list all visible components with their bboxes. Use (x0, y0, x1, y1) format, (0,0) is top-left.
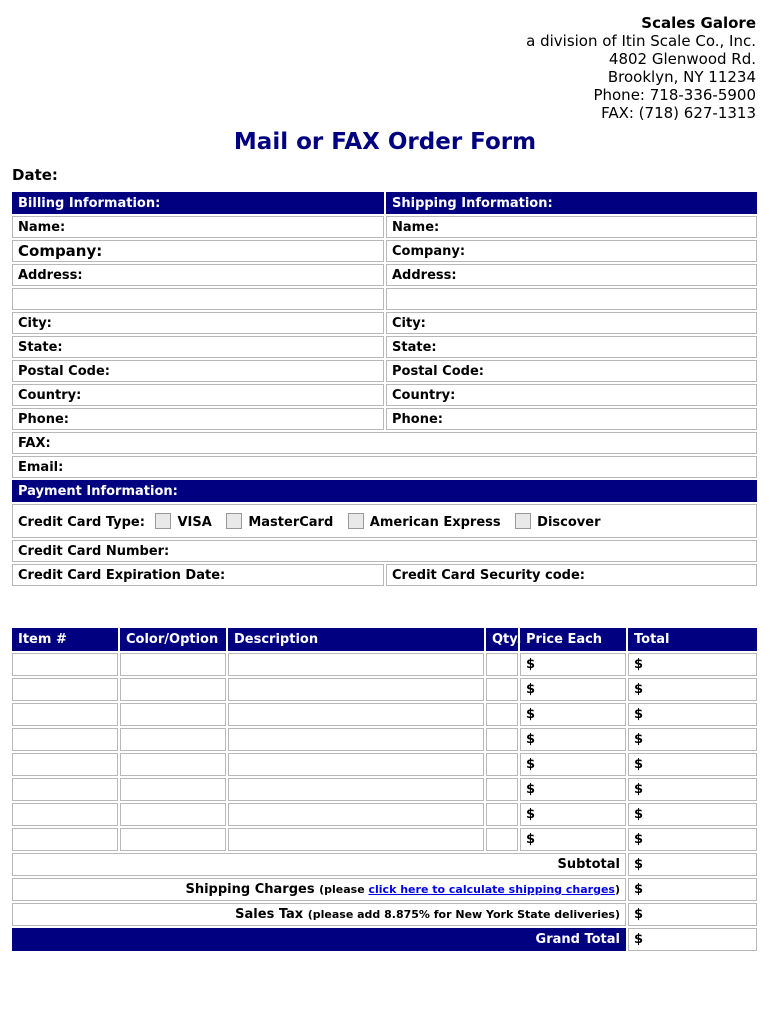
price-each-cell[interactable]: $ (520, 828, 626, 851)
sales-tax-value[interactable]: $ (628, 903, 757, 926)
card-number-field[interactable]: Credit Card Number: (12, 540, 757, 562)
company-city: Brooklyn, NY 11234 (607, 68, 756, 86)
shipping-name-field[interactable]: Name: (386, 216, 757, 238)
description-cell[interactable] (228, 753, 484, 776)
shipping-postal-field[interactable]: Postal Code: (386, 360, 757, 382)
billing-country-field[interactable]: Country: (12, 384, 384, 406)
mastercard-checkbox[interactable] (226, 513, 242, 529)
col-price-each: Price Each (520, 628, 626, 651)
sales-tax-note: (please add 8.875% for New York State deliveries) (307, 908, 620, 921)
price-each-cell[interactable]: $ (520, 803, 626, 826)
sales-tax-label (12, 903, 626, 926)
item-number-cell[interactable] (12, 678, 118, 701)
item-row (12, 828, 757, 851)
visa-label: VISA (177, 514, 212, 530)
calculate-shipping-link[interactable]: click here to calculate shipping charges (368, 883, 615, 896)
item-number-cell[interactable] (12, 728, 118, 751)
item-row (12, 803, 757, 826)
description-cell[interactable] (228, 703, 484, 726)
item-row (12, 678, 757, 701)
item-row (12, 703, 757, 726)
grand-total-value[interactable]: $ (628, 928, 757, 951)
item-row (12, 653, 757, 676)
billing-address-line2-field[interactable] (12, 288, 384, 310)
qty-cell[interactable] (486, 678, 518, 701)
subtotal-label: Subtotal (12, 853, 626, 876)
shipping-note-close: ) (614, 883, 620, 896)
billing-city-field[interactable]: City: (12, 312, 384, 334)
color-option-cell[interactable] (120, 653, 226, 676)
price-each-cell[interactable]: $ (520, 728, 626, 751)
sales-tax-text: Sales Tax (235, 907, 304, 922)
description-cell[interactable] (228, 778, 484, 801)
discover-checkbox[interactable] (515, 513, 531, 529)
item-number-cell[interactable] (12, 803, 118, 826)
price-each-cell[interactable]: $ (520, 678, 626, 701)
col-item-number: Item # (12, 628, 118, 651)
card-type-label: Credit Card Type: (18, 514, 145, 530)
shipping-charges-text: Shipping Charges (185, 882, 315, 897)
qty-cell[interactable] (486, 778, 518, 801)
color-option-cell[interactable] (120, 703, 226, 726)
shipping-company-field[interactable]: Company: (386, 240, 757, 262)
item-number-cell[interactable] (12, 703, 118, 726)
qty-cell[interactable] (486, 828, 518, 851)
color-option-cell[interactable] (120, 778, 226, 801)
billing-state-field[interactable]: State: (12, 336, 384, 358)
qty-cell[interactable] (486, 653, 518, 676)
line-total-cell[interactable]: $ (628, 703, 757, 726)
shipping-city-field[interactable]: City: (386, 312, 757, 334)
company-street: 4802 Glenwood Rd. (608, 50, 756, 68)
billing-postal-field[interactable]: Postal Code: (12, 360, 384, 382)
date-label[interactable]: Date: (12, 166, 58, 184)
description-cell[interactable] (228, 828, 484, 851)
col-total: Total (628, 628, 757, 651)
shipping-state-field[interactable]: State: (386, 336, 757, 358)
line-total-cell[interactable]: $ (628, 728, 757, 751)
visa-checkbox[interactable] (155, 513, 171, 529)
line-total-cell[interactable]: $ (628, 828, 757, 851)
line-total-cell[interactable]: $ (628, 753, 757, 776)
col-color-option: Color/Option (120, 628, 226, 651)
item-number-cell[interactable] (12, 828, 118, 851)
grand-total-label: Grand Total (12, 928, 626, 951)
company-name: Scales Galore (641, 14, 756, 32)
mastercard-label: MasterCard (248, 514, 334, 530)
company-address-block (526, 14, 756, 122)
color-option-cell[interactable] (120, 728, 226, 751)
company-fax: FAX: (718) 627-1313 (601, 104, 756, 122)
color-option-cell[interactable] (120, 678, 226, 701)
item-number-cell[interactable] (12, 653, 118, 676)
line-total-cell[interactable]: $ (628, 653, 757, 676)
amex-label: American Express (369, 514, 501, 530)
payment-header: Payment Information: (12, 480, 757, 502)
price-each-cell[interactable]: $ (520, 703, 626, 726)
description-cell[interactable] (228, 803, 484, 826)
customer-info-table (10, 190, 759, 588)
shipping-address-field[interactable]: Address: (386, 264, 757, 286)
discover-label: Discover (537, 514, 601, 530)
item-row (12, 728, 757, 751)
billing-header: Billing Information: (12, 192, 384, 214)
amex-checkbox[interactable] (348, 513, 364, 529)
color-option-cell[interactable] (120, 828, 226, 851)
form-title: Mail or FAX Order Form (233, 129, 537, 155)
billing-company-field[interactable]: Company: (12, 240, 384, 262)
description-cell[interactable] (228, 653, 484, 676)
item-number-cell[interactable] (12, 778, 118, 801)
col-description: Description (228, 628, 484, 651)
qty-cell[interactable] (486, 728, 518, 751)
shipping-header: Shipping Information: (386, 192, 757, 214)
billing-address-field[interactable]: Address: (12, 264, 384, 286)
company-division: a division of Itin Scale Co., Inc. (526, 32, 756, 50)
color-option-cell[interactable] (120, 803, 226, 826)
item-row (12, 778, 757, 801)
qty-cell[interactable] (486, 753, 518, 776)
qty-cell[interactable] (486, 703, 518, 726)
price-each-cell[interactable]: $ (520, 653, 626, 676)
col-qty: Qty. (486, 628, 518, 651)
line-total-cell[interactable]: $ (628, 778, 757, 801)
line-total-cell[interactable]: $ (628, 678, 757, 701)
shipping-phone-field[interactable]: Phone: (386, 408, 757, 430)
shipping-note-open: (please (319, 883, 369, 896)
description-cell[interactable] (228, 728, 484, 751)
item-row (12, 753, 757, 776)
subtotal-value[interactable]: $ (628, 853, 757, 876)
billing-phone-field[interactable]: Phone: (12, 408, 384, 430)
card-expiration-field[interactable]: Credit Card Expiration Date: (12, 564, 384, 586)
description-cell[interactable] (228, 678, 484, 701)
price-each-cell[interactable]: $ (520, 778, 626, 801)
card-type-row (12, 504, 757, 538)
shipping-country-field[interactable]: Country: (386, 384, 757, 406)
price-each-cell[interactable]: $ (520, 753, 626, 776)
qty-cell[interactable] (486, 803, 518, 826)
item-number-cell[interactable] (12, 753, 118, 776)
color-option-cell[interactable] (120, 753, 226, 776)
email-field[interactable]: Email: (12, 456, 757, 478)
shipping-charges-label (12, 878, 626, 901)
company-phone: Phone: 718-336-5900 (593, 86, 756, 104)
line-total-cell[interactable]: $ (628, 803, 757, 826)
card-security-field[interactable]: Credit Card Security code: (386, 564, 757, 586)
shipping-charges-value[interactable]: $ (628, 878, 757, 901)
fax-field[interactable]: FAX: (12, 432, 757, 454)
shipping-address-line2-field[interactable] (386, 288, 757, 310)
order-items-table (10, 626, 759, 953)
billing-name-field[interactable]: Name: (12, 216, 384, 238)
